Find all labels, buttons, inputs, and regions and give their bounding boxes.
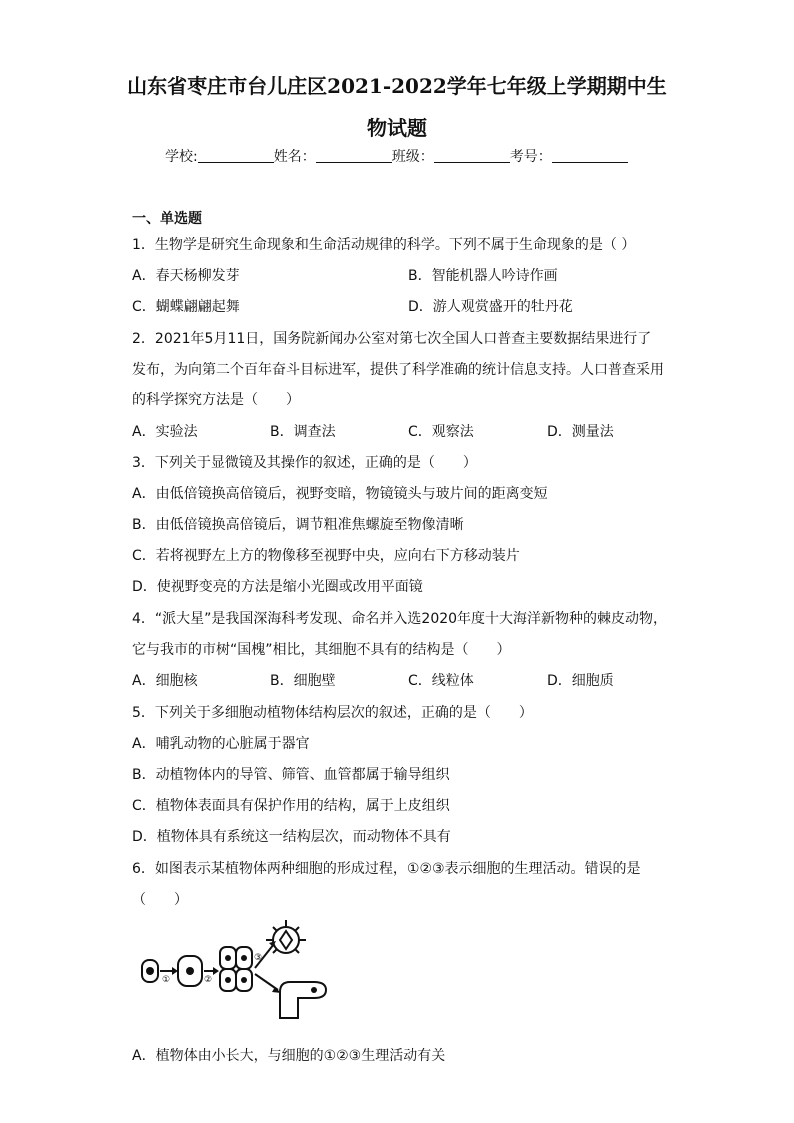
q4-option-b: B．细胞壁 [270,673,336,689]
cell-differentiated-elongated [280,982,326,1018]
q5-option-c: C．植物体表面具有保护作用的结构，属于上皮组织 [132,798,450,814]
q2-option-c: C．观察法 [408,424,474,440]
q3-option-a: A．由低倍镜换高倍镜后，视野变暗，物镜镜头与玻片间的距离变短 [132,486,548,502]
q4-option-a: A．细胞核 [132,673,198,689]
q5-option-b: B．动植物体内的导管、筛管、血管都属于输导组织 [132,767,450,783]
figure-label-3: ③ [254,953,263,963]
class-label: 班级： [391,149,434,165]
q6-stem-line-2: （ ） [132,892,188,908]
q2-stem-line-3: 的科学探究方法是（ ） [132,392,300,408]
q1-option-d: D．游人观赏盛开的牡丹花 [408,299,573,315]
q4-stem-line-1: 4．“派大星”是我国深海科考发现、命名并入选2020年度十大海洋新物种的棘皮动物， [132,611,668,627]
cell-formation-diagram [138,918,338,1023]
q1-option-a: A．春天杨柳发芽 [132,268,240,284]
q5-option-d: D．植物体具有系统这一结构层次，而动物体不具有 [132,829,451,845]
q6-option-a: A．植物体由小长大，与细胞的①②③生理活动有关 [132,1048,446,1064]
q3-stem: 3．下列关于显微镜及其操作的叙述，正确的是（ ） [132,455,477,471]
q3-option-b: B．由低倍镜换高倍镜后，调节粗准焦螺旋至物像清晰 [132,517,464,533]
name-blank [316,148,392,163]
student-info-row [165,146,628,166]
exam-no-blank [552,148,628,163]
q1-stem: 1．生物学是研究生命现象和生命活动规律的科学。下列不属于生命现象的是（ ） [132,237,636,253]
section-heading: 一、单选题 [132,211,202,227]
page-title-line-2: 物试题 [367,116,427,140]
q2-stem-line-2: 发布，为向第二个百年奋斗目标进军，提供了科学准确的统计信息支持。人口普查采用 [132,362,664,378]
figure-label-2: ② [204,975,213,985]
q4-stem-line-2: 它与我市的市树“国槐”相比，其细胞不具有的结构是（ ） [132,642,511,658]
q5-stem: 5．下列关于多细胞动植物体结构层次的叙述，正确的是（ ） [132,705,533,721]
q2-option-d: D．测量法 [547,424,614,440]
q2-option-b: B．调查法 [270,424,336,440]
q2-option-a: A．实验法 [132,424,198,440]
q6-stem-line-1: 6．如图表示某植物体两种细胞的形成过程，①②③表示细胞的生理活动。错误的是 [132,861,641,877]
page-title-line-1: 山东省枣庄市台儿庄区2021-2022学年七年级上学期期中生 [127,74,667,98]
q4-option-d: D．细胞质 [547,673,614,689]
name-label: 姓名： [273,149,316,165]
class-blank [434,148,510,163]
q4-option-c: C．线粒体 [408,673,474,689]
q1-option-c: C．蝴蝶翩翩起舞 [132,299,240,315]
figure-label-1: ① [162,975,171,985]
q2-stem-line-1: 2．2021年5月11日，国务院新闻办公室对第七次全国人口普查主要数据结果进行了 [132,331,652,347]
q5-option-a: A．哺乳动物的心脏属于器官 [132,736,310,752]
school-blank [198,148,274,163]
school-label: 学校: [165,149,198,165]
q1-option-b: B．智能机器人吟诗作画 [408,268,558,284]
exam-no-label: 考号： [509,149,552,165]
q3-option-c: C．若将视野左上方的物像移至视野中央，应向右下方移动装片 [132,548,520,564]
q3-option-d: D．使视野变亮的方法是缩小光圈或改用平面镜 [132,579,423,595]
